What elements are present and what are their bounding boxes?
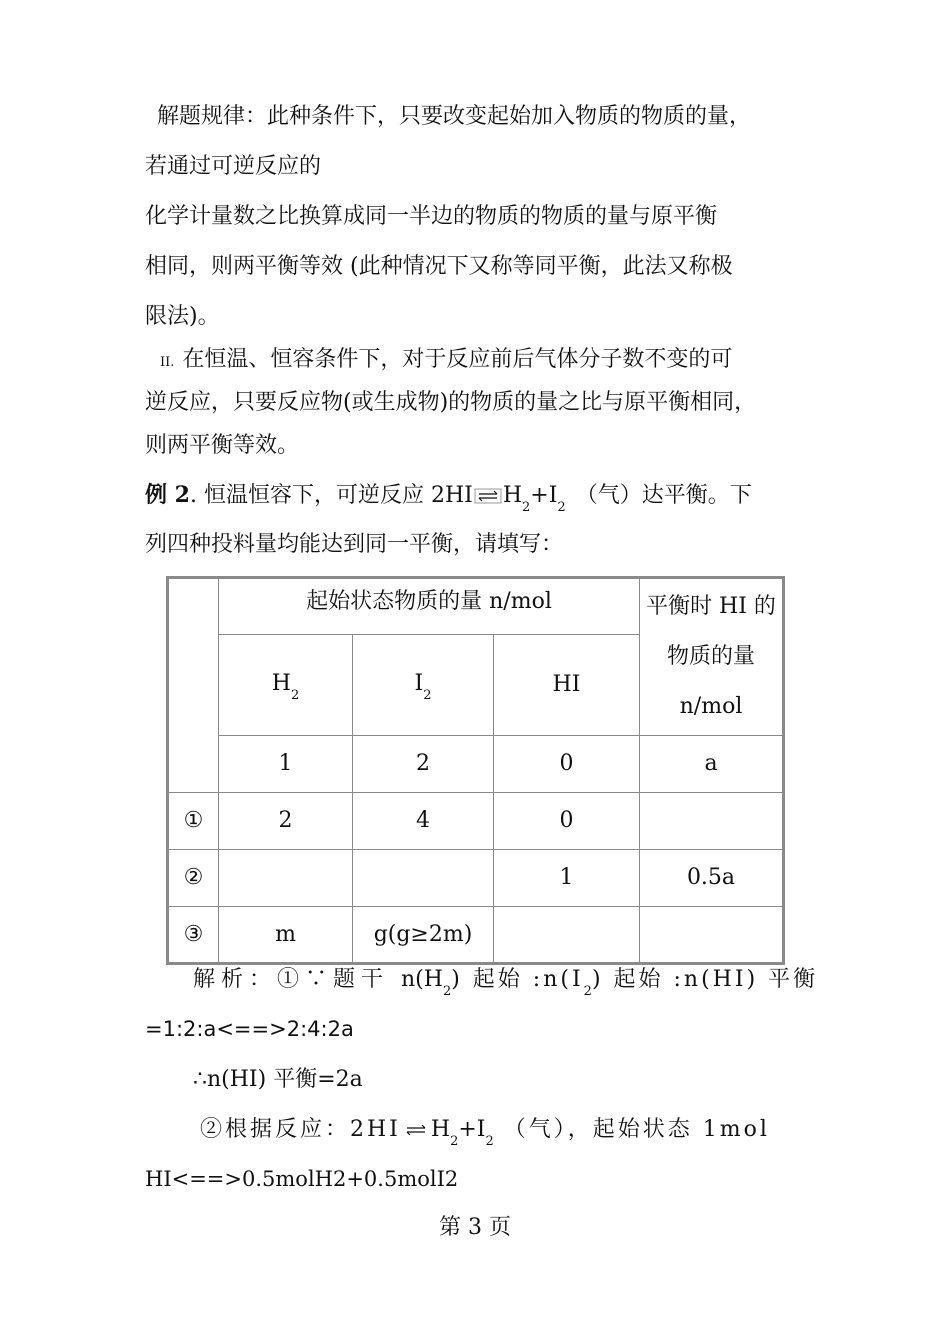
table-row — [168, 907, 784, 964]
analysis-line-1 — [193, 965, 818, 998]
rule-text-1: 解题规律：此种条件下，只要改变起始加入物质的物质的量， — [157, 104, 752, 129]
example-text-2: 列四种投料量均能达到同一平衡，请填写： — [145, 532, 564, 557]
ii-line-1 — [160, 345, 732, 378]
cell-h2[interactable] — [219, 850, 353, 907]
cell-eq: a — [640, 736, 784, 793]
data-table — [166, 576, 785, 965]
cell-hi[interactable] — [494, 907, 640, 964]
example-plus-i: +I — [530, 483, 558, 508]
analysis-line-4 — [200, 1115, 770, 1148]
rule-line-2 — [145, 152, 321, 182]
col-h-sub: 2 — [290, 687, 300, 703]
page-footer: 第 3 页 — [439, 1215, 511, 1240]
header-eq-2: 物质的量 — [666, 644, 755, 669]
analysis-line-2 — [145, 1014, 354, 1044]
row-label: ③ — [168, 907, 219, 964]
cell-h2: 1 — [219, 736, 353, 793]
col-h-label: H — [271, 670, 291, 696]
example-h2: H — [502, 483, 523, 508]
col-header-hi — [494, 635, 640, 736]
cell-hi: 0 — [494, 736, 640, 793]
equilibrium-arrow-icon — [402, 1122, 430, 1138]
example-label: 例 2 — [145, 482, 190, 508]
table-row — [168, 736, 784, 793]
example-line-2 — [145, 530, 563, 560]
col-header-i2 — [353, 635, 494, 736]
analysis-line-3 — [193, 1065, 363, 1095]
col-i-label: I — [414, 670, 424, 696]
ii-text-2: 逆反应，只要反应物(或生成物)的物质的量之比与原平衡相同， — [145, 390, 757, 415]
ii-line-3 — [145, 431, 299, 461]
equilibrium-arrow-icon — [474, 488, 502, 504]
table-row — [168, 793, 784, 850]
analysis-a1-d: ) 起始 :n(HI) 平衡 — [591, 967, 819, 992]
col-hi-label: HI — [552, 672, 581, 697]
cell-eq[interactable] — [640, 793, 784, 850]
example-line-1 — [145, 480, 752, 514]
cell-eq: 0.5a — [640, 850, 784, 907]
cell-i2: 2 — [353, 736, 494, 793]
analysis-a3: ∴n(HI) 平衡=2a — [193, 1067, 363, 1092]
analysis-a4-h-sub: 2 — [450, 1134, 459, 1149]
analysis-a4-plus: +I — [458, 1117, 486, 1142]
example-i2-sub: 2 — [557, 500, 566, 515]
header-start: 起始状态物质的量 n/mol — [306, 589, 552, 614]
header-start-cell — [219, 578, 640, 635]
ii-text-1: 在恒温、恒容条件下，对于反应前后气体分子数不变的可 — [182, 347, 733, 372]
analysis-a1-b-sub: 2 — [442, 984, 452, 999]
analysis-a4-h: H — [430, 1117, 451, 1142]
analysis-a4-a: ②根据反应：2HI — [200, 1117, 401, 1142]
table-corner-cell — [168, 578, 219, 793]
col-i-sub: 2 — [423, 687, 432, 703]
cell-i2: 4 — [353, 793, 494, 850]
row-label: ① — [168, 793, 219, 850]
rule-line-1 — [157, 102, 751, 132]
header-eq-1: 平衡时 HI 的 — [646, 594, 776, 619]
analysis-a4-b: （气），起始状态 1mol — [503, 1117, 770, 1142]
ii-line-2 — [145, 388, 756, 418]
rule-text-3: 化学计量数之比换算成同一半边的物质的物质的量与原平衡 — [145, 204, 718, 229]
rule-text-5: 限法)。 — [145, 304, 220, 329]
analysis-a1-c: ) 起始 :n(I — [451, 967, 584, 992]
analysis-a1-c-sub: 2 — [583, 984, 592, 999]
cell-hi: 1 — [494, 850, 640, 907]
analysis-a1-a: 解析：①∵题干 — [193, 967, 390, 992]
ii-marker: II. — [160, 355, 175, 370]
cell-i2: g(g≥2m) — [353, 907, 494, 964]
example-text-b: （气）达平衡。下 — [575, 483, 752, 508]
header-eq-cell — [640, 578, 784, 736]
cell-h2: m — [219, 907, 353, 964]
rule-text-4: 相同，则两平衡等效 (此种情况下又称等同平衡，此法又称极 — [145, 254, 733, 279]
rule-text-2: 若通过可逆反应的 — [145, 154, 322, 179]
cell-hi: 0 — [494, 793, 640, 850]
analysis-a1-b: n(H — [401, 967, 443, 992]
rule-line-5 — [145, 302, 220, 332]
rule-line-3 — [145, 202, 717, 232]
example-h2-sub: 2 — [522, 500, 531, 515]
header-eq-3: n/mol — [679, 694, 743, 719]
ii-text-3: 则两平衡等效。 — [145, 433, 300, 458]
analysis-a4-i-sub: 2 — [485, 1134, 494, 1149]
row-label: ② — [168, 850, 219, 907]
analysis-a5: HI<==>0.5molH2+0.5molI2 — [145, 1167, 459, 1191]
cell-i2[interactable] — [353, 850, 494, 907]
cell-h2: 2 — [219, 793, 353, 850]
col-header-h2 — [219, 635, 353, 736]
table-row — [168, 850, 784, 907]
analysis-line-5 — [145, 1164, 458, 1194]
example-text-a: . 恒温恒容下，可逆反应 2HI — [189, 483, 473, 508]
analysis-a2: =1:2:a<==>2:4:2a — [145, 1017, 354, 1041]
rule-line-4 — [145, 252, 733, 282]
cell-eq[interactable] — [640, 907, 784, 964]
